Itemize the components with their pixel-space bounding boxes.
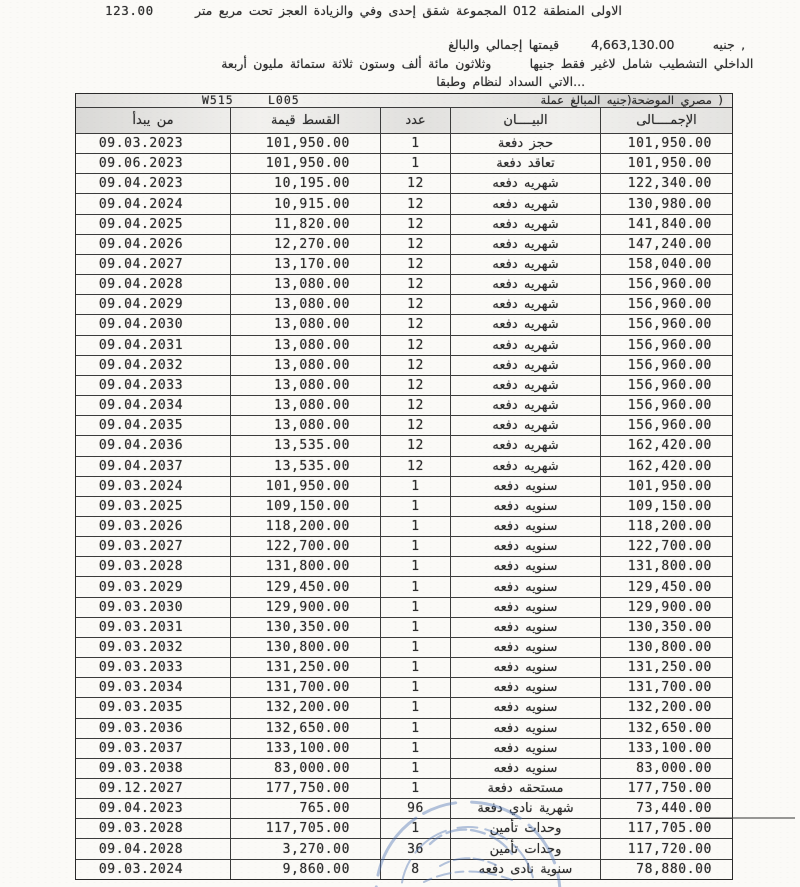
table-row [76, 235, 732, 255]
table-row [76, 396, 732, 416]
start-date-cell: 09.12.2027 [76, 779, 231, 798]
area-text: متر مربع تحت العجز والزيادة وفي إحدى شقق المجموعة 012 المنطقة الاولى [194, 3, 622, 18]
total-cell: 101,950.00 [627, 156, 712, 172]
description-cell: دفعه شهريه [451, 436, 601, 455]
payment-system-intro-line: وطبقا لنظام السداد الاتي... [436, 74, 586, 89]
total-cell: 122,700.00 [627, 539, 712, 555]
count-cell: 1 [381, 678, 451, 697]
table-row [76, 457, 732, 477]
installment-value-cell: 13,535.00 [231, 436, 381, 455]
table-row [76, 658, 732, 678]
description-cell: دفعه سنويه [451, 618, 601, 637]
description-cell: دفعة مستحقه [451, 779, 601, 798]
start-date-cell: 09.04.2023 [76, 799, 231, 818]
start-date-cell: 09.04.2028 [76, 839, 231, 858]
column-header-start-date: يبدأ من [76, 108, 231, 133]
description-cell: دفعه شهريه [451, 457, 601, 476]
total-cell: 158,040.00 [627, 257, 712, 273]
count-cell: 1 [381, 638, 451, 657]
total-cell: 133,100.00 [627, 740, 712, 756]
installment-value-cell: 101,950.00 [231, 154, 381, 173]
total-cell: 101,950.00 [627, 136, 712, 152]
count-cell: 12 [381, 436, 451, 455]
installment-value-cell: 9,860.00 [231, 860, 381, 879]
start-date-cell: 09.03.2036 [76, 719, 231, 738]
count-cell: 12 [381, 194, 451, 213]
description-cell: دفعه شهريه [451, 235, 601, 254]
start-date-cell: 09.03.2032 [76, 638, 231, 657]
table-row [76, 799, 732, 819]
installment-value-cell: 3,270.00 [231, 839, 381, 858]
column-header-count: عدد [381, 108, 451, 133]
total-cell: 109,150.00 [627, 498, 712, 514]
start-date-cell: 09.06.2023 [76, 154, 231, 173]
start-date-cell: 09.03.2035 [76, 698, 231, 717]
table-row [76, 819, 732, 839]
description-cell: دفعه سنويه [451, 638, 601, 657]
start-date-cell: 09.03.2026 [76, 517, 231, 536]
table-row [76, 537, 732, 557]
start-date-cell: 09.03.2030 [76, 598, 231, 617]
start-date-cell: 09.04.2025 [76, 215, 231, 234]
table-row [76, 719, 732, 739]
table-row [76, 739, 732, 759]
count-cell: 12 [381, 295, 451, 314]
total-cell: 129,450.00 [627, 579, 712, 595]
count-cell: 1 [381, 537, 451, 556]
installment-value-cell: 765.00 [231, 799, 381, 818]
column-header-total: الإجمــــالى [636, 113, 697, 128]
description-cell: دفعه شهريه [451, 376, 601, 395]
currency-note-row [76, 94, 732, 108]
description-cell: دفعه شهريه [451, 215, 601, 234]
description-cell: دفعة حجز [451, 134, 601, 153]
code-l005: L005 [268, 93, 300, 107]
installment-value-cell: 10,915.00 [231, 194, 381, 213]
area-value: 123.00 [105, 3, 154, 18]
total-cell: 130,800.00 [627, 639, 712, 655]
installment-value-cell: 177,750.00 [231, 779, 381, 798]
description-cell: دفعه شهريه [451, 295, 601, 314]
count-cell: 1 [381, 598, 451, 617]
table-row [76, 638, 732, 658]
payment-schedule-table [75, 93, 733, 880]
count-cell: 12 [381, 457, 451, 476]
description-cell: دفعه شهريه [451, 315, 601, 334]
start-date-cell: 09.04.2034 [76, 396, 231, 415]
table-row [76, 497, 732, 517]
description-cell: دفعه سنويه [451, 719, 601, 738]
table-row [76, 436, 732, 456]
description-cell: دفعه شهريه [451, 275, 601, 294]
total-cell: 156,960.00 [627, 398, 712, 414]
start-date-cell: 09.04.2030 [76, 315, 231, 334]
table-body [76, 134, 732, 879]
table-row [76, 598, 732, 618]
table-row [76, 376, 732, 396]
description-cell: دفعه سنويه [451, 598, 601, 617]
table-row [76, 275, 732, 295]
description-cell: دفعه سنويه [451, 739, 601, 758]
installment-value-cell: 132,200.00 [231, 698, 381, 717]
total-amount-line: والبالغ إجمالي قيمتها 4,663,130.00 جنيه , [448, 37, 746, 52]
start-date-cell: 09.04.2032 [76, 356, 231, 375]
table-row [76, 779, 732, 799]
description-cell: دفعه شهريه [451, 194, 601, 213]
total-cell: 156,960.00 [627, 297, 712, 313]
count-cell: 12 [381, 275, 451, 294]
start-date-cell: 09.03.2024 [76, 860, 231, 879]
total-cell: 130,980.00 [627, 196, 712, 212]
installment-value-cell: 130,350.00 [231, 618, 381, 637]
total-cell: 162,420.00 [627, 458, 712, 474]
count-cell: 1 [381, 759, 451, 778]
start-date-cell: 09.03.2037 [76, 739, 231, 758]
total-cell: 118,200.00 [627, 519, 712, 535]
installment-value-cell: 131,800.00 [231, 557, 381, 576]
description-cell: تأمين وحدات [451, 819, 601, 838]
table-row [76, 336, 732, 356]
table-row [76, 194, 732, 214]
table-row [76, 174, 732, 194]
installment-value-cell: 13,080.00 [231, 416, 381, 435]
table-row [76, 557, 732, 577]
count-cell: 1 [381, 819, 451, 838]
start-date-cell: 09.04.2026 [76, 235, 231, 254]
total-cell: 147,240.00 [627, 236, 712, 252]
start-date-cell: 09.03.2038 [76, 759, 231, 778]
description-cell: دفعه سنويه [451, 557, 601, 576]
installment-value-cell: 12,270.00 [231, 235, 381, 254]
start-date-cell: 09.04.2023 [76, 174, 231, 193]
count-cell: 1 [381, 517, 451, 536]
description-cell: دفعة تعاقد [451, 154, 601, 173]
count-cell: 12 [381, 376, 451, 395]
description-cell: دفعه سنويه [451, 477, 601, 496]
table-row [76, 477, 732, 497]
count-cell: 1 [381, 557, 451, 576]
start-date-cell: 09.03.2024 [76, 477, 231, 496]
count-cell: 1 [381, 477, 451, 496]
installment-value-cell: 13,080.00 [231, 396, 381, 415]
total-cell: 141,840.00 [627, 216, 712, 232]
description-cell: دفعه سنويه [451, 678, 601, 697]
count-cell: 1 [381, 658, 451, 677]
count-cell: 1 [381, 497, 451, 516]
description-cell: دفعه سنويه [451, 759, 601, 778]
table-row [76, 618, 732, 638]
count-cell: 1 [381, 698, 451, 717]
column-header-description: البيــــان [451, 108, 601, 133]
description-cell: دفعه سنويه [451, 517, 601, 536]
table-row [76, 678, 732, 698]
total-cell: 162,420.00 [627, 438, 712, 454]
count-cell: 12 [381, 255, 451, 274]
table-row [76, 839, 732, 859]
table-row [76, 416, 732, 436]
start-date-cell: 09.03.2023 [76, 134, 231, 153]
installment-value-cell: 83,000.00 [231, 759, 381, 778]
table-row [76, 698, 732, 718]
total-cell: 78,880.00 [636, 861, 712, 877]
installment-value-cell: 129,900.00 [231, 598, 381, 617]
installment-value-cell: 122,700.00 [231, 537, 381, 556]
description-cell: دفعه شهريه [451, 396, 601, 415]
start-date-cell: 09.03.2033 [76, 658, 231, 677]
installment-value-cell: 109,150.00 [231, 497, 381, 516]
installment-value-cell: 131,250.00 [231, 658, 381, 677]
installment-value-cell: 11,820.00 [231, 215, 381, 234]
total-cell: 132,650.00 [627, 720, 712, 736]
installment-value-cell: 13,080.00 [231, 315, 381, 334]
description-cell: دفعه نادى سنوية [451, 860, 601, 879]
start-date-cell: 09.03.2034 [76, 678, 231, 697]
start-date-cell: 09.03.2028 [76, 557, 231, 576]
description-cell: دفعه سنويه [451, 698, 601, 717]
installment-value-cell: 13,080.00 [231, 336, 381, 355]
table-row [76, 577, 732, 597]
start-date-cell: 09.03.2025 [76, 497, 231, 516]
installment-value-cell: 13,080.00 [231, 275, 381, 294]
count-cell: 1 [381, 719, 451, 738]
total-cell: 156,960.00 [627, 337, 712, 353]
count-cell: 1 [381, 739, 451, 758]
start-date-cell: 09.04.2035 [76, 416, 231, 435]
currency-note: عملة المبالغ الموضحة(جنيه مصري ) [540, 93, 723, 107]
start-date-cell: 09.04.2024 [76, 194, 231, 213]
total-cell: 122,340.00 [627, 176, 712, 192]
total-cell: 83,000.00 [636, 760, 712, 776]
start-date-cell: 09.04.2028 [76, 275, 231, 294]
description-cell: دفعه شهريه [451, 336, 601, 355]
total-cell: 131,700.00 [627, 680, 712, 696]
start-date-cell: 09.03.2031 [76, 618, 231, 637]
description-cell: دفعه شهريه [451, 255, 601, 274]
installment-value-cell: 132,650.00 [231, 719, 381, 738]
description-cell: تأمين وحدات [451, 839, 601, 858]
count-cell: 12 [381, 315, 451, 334]
total-cell: 156,960.00 [627, 377, 712, 393]
installment-value-cell: 13,080.00 [231, 356, 381, 375]
table-row [76, 759, 732, 779]
total-cell: 73,440.00 [636, 801, 712, 817]
table-row [76, 860, 732, 879]
scan-artifact-line [700, 817, 795, 819]
amount-in-words-line: أربعة مليون ستمائة ثلاثة وستون ألف مائة وثلاثون جنيها فقط لاغير شامل التشطيب الداخلي [221, 56, 754, 71]
start-date-cell: 09.04.2037 [76, 457, 231, 476]
count-cell: 1 [381, 577, 451, 596]
installment-value-cell: 101,950.00 [231, 134, 381, 153]
start-date-cell: 09.04.2027 [76, 255, 231, 274]
table-row [76, 295, 732, 315]
count-cell: 1 [381, 618, 451, 637]
start-date-cell: 09.03.2027 [76, 537, 231, 556]
total-cell: 101,950.00 [627, 478, 712, 494]
table-header-row [76, 108, 732, 134]
installment-value-cell: 118,200.00 [231, 517, 381, 536]
total-cell: 117,705.00 [627, 821, 712, 837]
description-cell: دفعه سنويه [451, 577, 601, 596]
table-row [76, 356, 732, 376]
installment-value-cell: 130,800.00 [231, 638, 381, 657]
table-row [76, 517, 732, 537]
count-cell: 12 [381, 235, 451, 254]
start-date-cell: 09.04.2029 [76, 295, 231, 314]
start-date-cell: 09.04.2033 [76, 376, 231, 395]
column-header-installment-value: قيمة القسط [231, 108, 381, 133]
installment-value-cell: 101,950.00 [231, 477, 381, 496]
total-cell: 156,960.00 [627, 357, 712, 373]
start-date-cell: 09.04.2036 [76, 436, 231, 455]
area-line [105, 3, 625, 18]
installment-value-cell: 117,705.00 [231, 819, 381, 838]
total-cell: 131,250.00 [627, 660, 712, 676]
count-cell: 1 [381, 154, 451, 173]
total-cell: 117,720.00 [627, 841, 712, 857]
table-row [76, 215, 732, 235]
count-cell: 8 [381, 860, 451, 879]
table-row [76, 134, 732, 154]
start-date-cell: 09.04.2031 [76, 336, 231, 355]
count-cell: 36 [381, 839, 451, 858]
start-date-cell: 09.03.2028 [76, 819, 231, 838]
description-cell: دفعة نادي شهرية [451, 799, 601, 818]
description-cell: دفعه شهريه [451, 356, 601, 375]
installment-value-cell: 13,535.00 [231, 457, 381, 476]
installment-value-cell: 133,100.00 [231, 739, 381, 758]
description-cell: دفعه شهريه [451, 416, 601, 435]
count-cell: 12 [381, 174, 451, 193]
installment-value-cell: 10,195.00 [231, 174, 381, 193]
table-row [76, 154, 732, 174]
total-cell: 131,800.00 [627, 559, 712, 575]
count-cell: 12 [381, 215, 451, 234]
table-row [76, 315, 732, 335]
total-cell: 130,350.00 [627, 619, 712, 635]
description-cell: دفعه شهريه [451, 174, 601, 193]
code-w515: W515 [202, 93, 234, 107]
count-cell: 12 [381, 416, 451, 435]
table-row [76, 255, 732, 275]
description-cell: دفعه سنويه [451, 658, 601, 677]
start-date-cell: 09.03.2029 [76, 577, 231, 596]
installment-value-cell: 13,080.00 [231, 295, 381, 314]
count-cell: 12 [381, 356, 451, 375]
description-cell: دفعه سنويه [451, 537, 601, 556]
total-cell: 177,750.00 [627, 781, 712, 797]
count-cell: 96 [381, 799, 451, 818]
installment-value-cell: 13,080.00 [231, 376, 381, 395]
installment-value-cell: 13,170.00 [231, 255, 381, 274]
total-cell: 132,200.00 [627, 700, 712, 716]
installment-value-cell: 131,700.00 [231, 678, 381, 697]
count-cell: 12 [381, 396, 451, 415]
total-cell: 129,900.00 [627, 599, 712, 615]
total-cell: 156,960.00 [627, 317, 712, 333]
installment-value-cell: 129,450.00 [231, 577, 381, 596]
count-cell: 12 [381, 336, 451, 355]
total-cell: 156,960.00 [627, 418, 712, 434]
count-cell: 1 [381, 779, 451, 798]
count-cell: 1 [381, 134, 451, 153]
description-cell: دفعه سنويه [451, 497, 601, 516]
total-cell: 156,960.00 [627, 277, 712, 293]
